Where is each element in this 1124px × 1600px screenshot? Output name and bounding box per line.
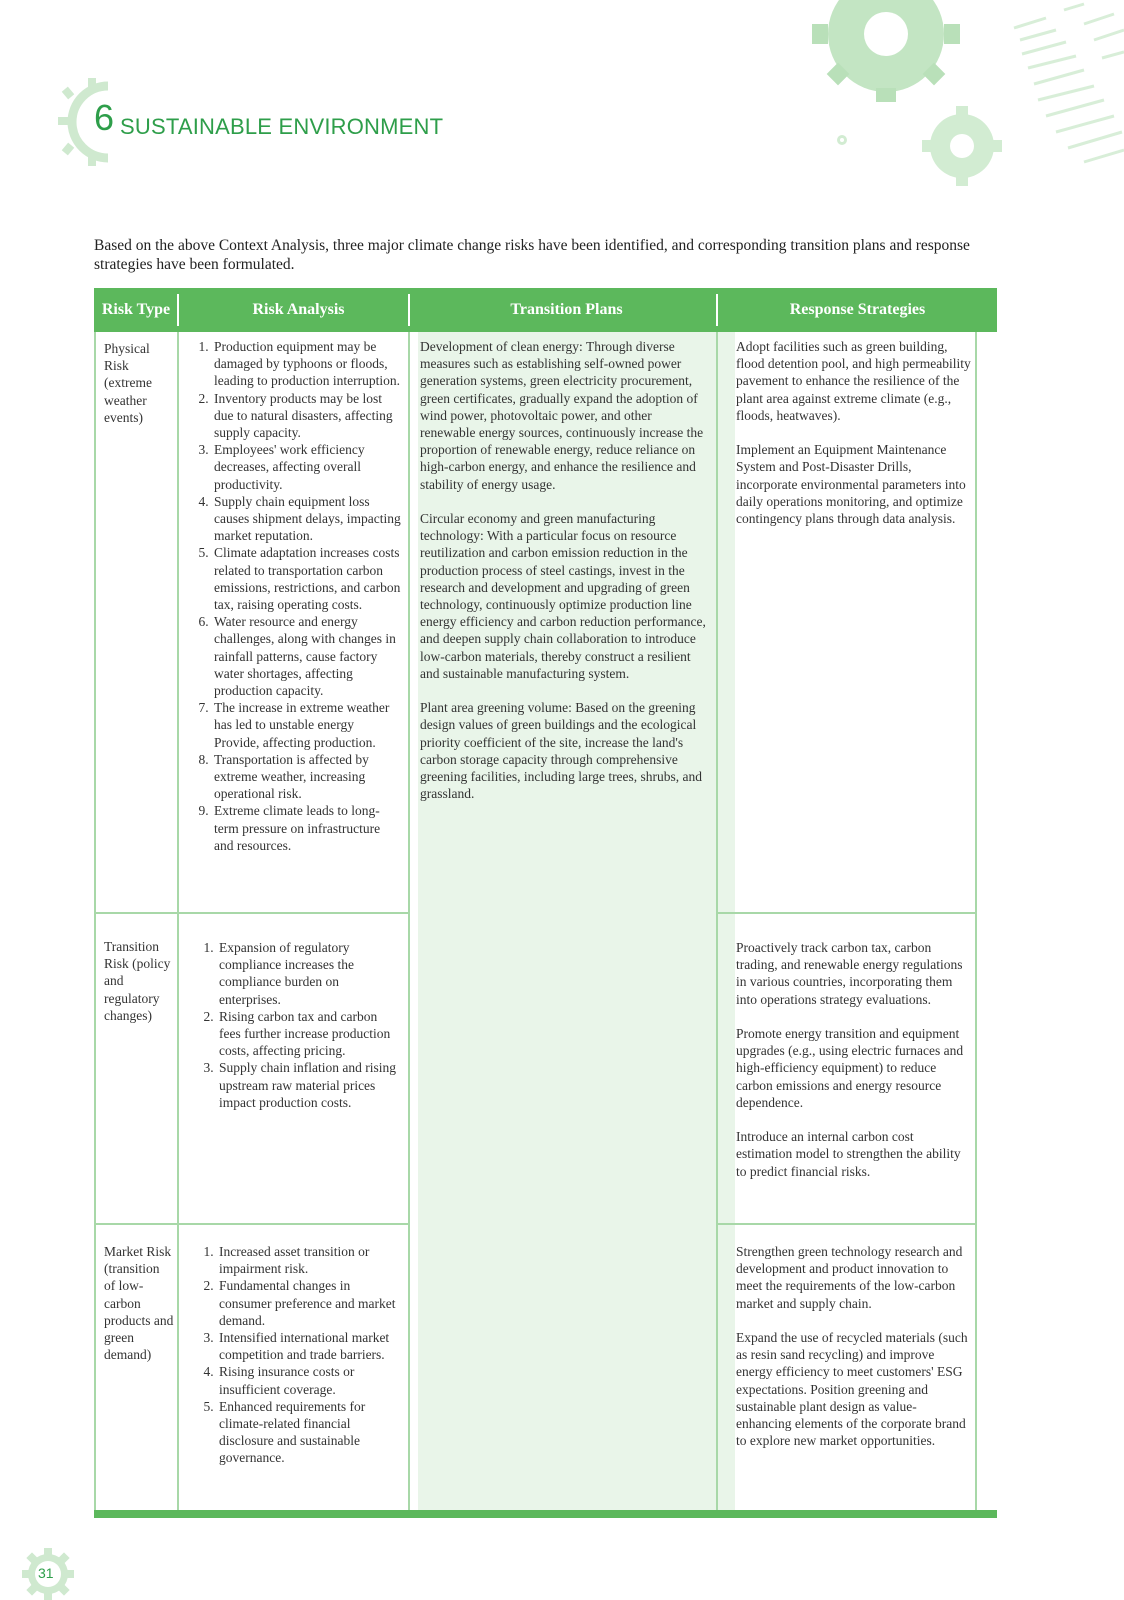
- section-title: SUSTAINABLE ENVIRONMENT: [120, 114, 444, 139]
- table-bottom-bar: [94, 1510, 997, 1518]
- row-separator: [716, 912, 977, 914]
- section-number: 6: [94, 97, 115, 138]
- list-item: 3. Supply chain inflation and rising upstream raw material prices impact production costs.: [217, 1059, 402, 1111]
- list-item: 2. Fundamental changes in consumer preference and market demand.: [217, 1277, 402, 1329]
- header-risk-analysis: Risk Analysis: [252, 301, 345, 318]
- risk-type-physical: Physical Risk (extreme weather events): [104, 341, 152, 425]
- list-item: 4. Rising insurance costs or insufficient coverage.: [217, 1363, 402, 1397]
- row-separator: [94, 1223, 410, 1225]
- table-rule: [177, 332, 179, 1510]
- climate-risk-table: [94, 288, 997, 1526]
- list-item: 5. Climate adaptation increases costs related to transportation carbon emissions, restrictions, and carbon tax, raising operating costs.: [212, 544, 402, 613]
- response-strategies-market: [736, 1243, 972, 1449]
- transition-plan-clean-energy: Development of clean energy: Through diverse measures such as establishing self-owned power generation systems, green electricity procurement, green certificates, gradually expand the adoption of wind power, photovoltaic power, and other renewable energy sources, continuously increase the proportion of renewable energy, reduce reliance on high-carbon energy, and enhance the resilience and stability of energy usage.: [420, 339, 704, 492]
- row-separator: [716, 1223, 977, 1225]
- header-transition-plans: Transition Plans: [510, 301, 623, 318]
- risk-analysis-physical: [192, 338, 402, 854]
- list-item: 5. Enhanced requirements for climate-related financial disclosure and sustainable governance.: [217, 1398, 402, 1467]
- strategy-paragraph: Strengthen green technology research and development and product innovation to meet the requirements of the low-carbon market and supply chain.: [736, 1244, 963, 1311]
- list-item: 1. Increased asset transition or impairment risk.: [217, 1243, 402, 1277]
- strategy-paragraph: Implement an Equipment Maintenance System and Post-Disaster Drills, incorporate environmental parameters into daily operations monitoring, and optimize contingency plans through data analysis.: [736, 442, 966, 527]
- strategy-paragraph: Adopt facilities such as green building, flood detention pool, and high permeability pavement to enhance the resilience of the plant area against extreme climate (e.g., floods, heatwaves).: [736, 339, 971, 423]
- strategy-paragraph: Proactively track carbon tax, carbon trading, and renewable energy regulations in various countries, incorporating them into operations strategy evaluations.: [736, 940, 963, 1007]
- transition-plan-greening: Plant area greening volume: Based on the greening design values of green buildings and the ecological priority coefficient of the site, increase the land's carbon storage capacity through comprehensive greening facilities, including large trees, shrubs, and grassland.: [420, 700, 703, 802]
- intro-paragraph: Based on the above Context Analysis, three major climate change risks have been identified, and corresponding transition plans and response strategies have been formulated.: [94, 237, 970, 273]
- strategy-paragraph: Introduce an internal carbon cost estimation model to strengthen the ability to predict financial risks.: [736, 1129, 961, 1179]
- response-strategies-transition: [736, 939, 972, 1180]
- table-rule: [94, 332, 96, 1510]
- response-strategies-physical: [736, 338, 972, 527]
- risk-type-transition: Transition Risk (policy and regulatory changes): [104, 939, 171, 1023]
- list-item: 8. Transportation is affected by extreme weather, increasing operational risk.: [212, 751, 402, 803]
- list-item: 9. Extreme climate leads to long-term pressure on infrastructure and resources.: [212, 802, 402, 854]
- list-item: 7. The increase in extreme weather has led to unstable energy Provide, affecting production.: [212, 699, 402, 751]
- risk-analysis-transition: [197, 939, 402, 1111]
- table-rule: [975, 332, 977, 1510]
- decorative-gears: [784, 0, 1124, 200]
- list-item: 1. Production equipment may be damaged by typhoons or floods, leading to production interruption.: [212, 338, 402, 390]
- list-item: 4. Supply chain equipment loss causes shipment delays, impacting market reputation.: [212, 493, 402, 545]
- transition-plans-text: [420, 338, 710, 802]
- page-number: 31: [38, 1565, 54, 1581]
- risk-analysis-market: [197, 1243, 402, 1467]
- list-item: 1. Expansion of regulatory compliance increases the compliance burden on enterprises.: [217, 939, 402, 1008]
- row-separator: [94, 912, 410, 914]
- list-item: 3. Intensified international market competition and trade barriers.: [217, 1329, 402, 1363]
- strategy-paragraph: Expand the use of recycled materials (such as resin sand recycling) and improve energy efficiency to meet customers' ESG expectations. Position greening and sustainable plant design as value-enhancing elements of the corporate brand to explore new market opportunities.: [736, 1330, 968, 1449]
- strategy-paragraph: Promote energy transition and equipment upgrades (e.g., using electric furnaces and high-efficiency equipment) to reduce carbon emissions and energy resource dependence.: [736, 1026, 964, 1110]
- table-rule: [716, 332, 718, 1510]
- list-item: 2. Rising carbon tax and carbon fees further increase production costs, affecting pricing.: [217, 1008, 402, 1060]
- table-header: [94, 288, 997, 332]
- list-item: 6. Water resource and energy challenges, along with changes in rainfall patterns, cause factory water shortages, affecting production capacity.: [212, 613, 402, 699]
- header-response-strategies: Response Strategies: [789, 301, 926, 318]
- table-rule: [408, 332, 410, 1510]
- list-item: 2. Inventory products may be lost due to natural disasters, affecting supply capacity.: [212, 390, 402, 442]
- header-risk-type: Risk Type: [101, 301, 171, 318]
- transition-plan-circular-economy: Circular economy and green manufacturing technology: With a particular focus on resource reutilization and carbon emission reduction in the production process of steel castings, invest in the research and development and upgrading of green technology, continuously optimize production line energy efficiency and carbon reduction performance, and deepen supply chain collaboration to introduce low-carbon materials, thereby construct a resilient and sustainable manufacturing system.: [420, 511, 706, 681]
- risk-type-market: Market Risk (transition of low-carbon products and green demand): [104, 1244, 174, 1363]
- list-item: 3. Employees' work efficiency decreases, affecting overall productivity.: [212, 441, 402, 493]
